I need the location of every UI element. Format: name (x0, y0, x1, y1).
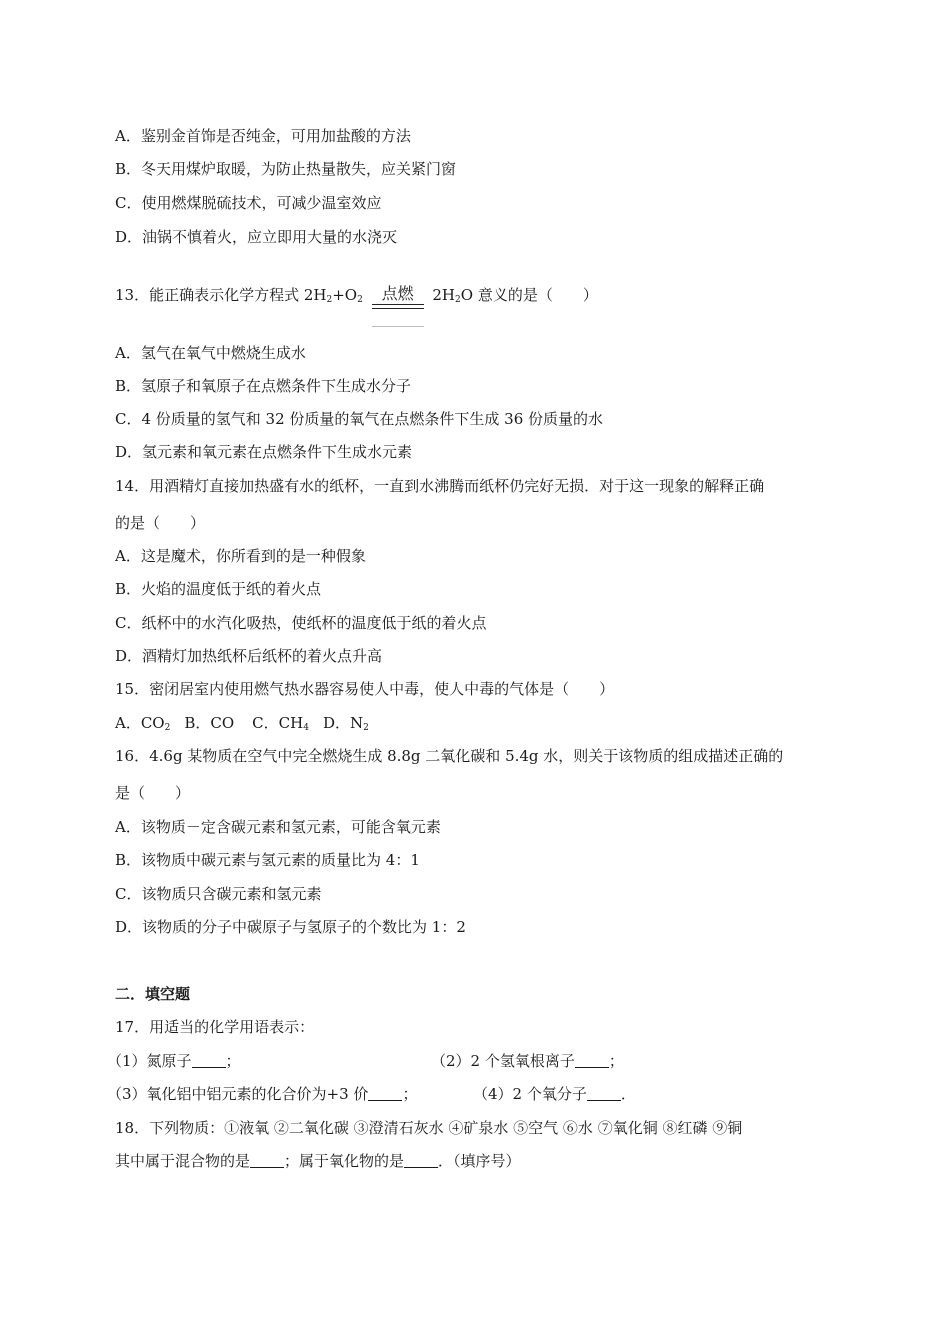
reaction-condition: 点燃 (372, 285, 424, 303)
question-17-part2: （2）2 个氢氧根离子 ； (431, 1052, 624, 1070)
question-16-stem-line1: 16．4.6g 某物质在空气中完全燃烧生成 8.8g 二氧化碳和 5.4g 水，则关于该物质的组成描述正确的 (115, 747, 784, 765)
option-14d: D．酒精灯加热纸杯后纸杯的着火点升高 (115, 647, 383, 665)
answer-blank[interactable] (575, 1052, 609, 1068)
answer-blank[interactable] (368, 1085, 402, 1101)
question-17-stem: 17．用适当的化学用语表示： (115, 1018, 315, 1036)
question-14-stem-line1: 14．用酒精灯直接加热盛有水的纸杯，一直到水沸腾而纸杯仍完好无损．对于这一现象的解释正确 (115, 477, 765, 495)
option-16b: B．该物质中碳元素与氢元素的质量比为 4：1 (115, 851, 420, 869)
question-18-stem-line2: 其中属于混合物的是 ；属于氧化物的是 ．（填序号） (115, 1152, 521, 1170)
option-13c: C．4 份质量的氢气和 32 份质量的氧气在点燃条件下生成 36 份质量的水 (115, 410, 604, 428)
question-17-part1: （1）氮原子 ； (107, 1052, 241, 1070)
option-16c: C．该物质只含碳元素和氢元素 (115, 885, 322, 903)
question-14-stem-line2: 的是（ ） (115, 514, 206, 532)
double-bar-symbol (372, 304, 424, 309)
question-13-stem: 13．能正确表示化学方程式 $2H_2+O_2$ 点燃 $2H_2O$ 意义的是（ ） (115, 285, 598, 310)
option-14c: C．纸杯中的水汽化吸热，使纸杯的温度低于纸的着火点 (115, 614, 487, 632)
option-12c: C．使用燃煤脱硫技术，可减少温室效应 (115, 194, 382, 212)
option-16d: D．该物质的分子中碳原子与氢原子的个数比为 1：2 (115, 918, 466, 936)
question-16-stem-line2: 是（ ） (115, 784, 191, 802)
option-16a: A．该物质－定含碳元素和氢元素，可能含氧元素 (115, 818, 441, 836)
option-14b: B．火焰的温度低于纸的着火点 (115, 580, 322, 598)
option-13a: A．氢气在氧气中燃烧生成水 (115, 344, 306, 362)
option-12b: B．冬天用煤炉取暖，为防止热量散失，应关紧门窗 (115, 160, 457, 178)
option-12d: D．油锅不慎着火，应立即用大量的水浇灭 (115, 228, 398, 246)
question-18-stem-line1: 18．下列物质：①液氧 ②二氧化碳 ③澄清石灰水 ④矿泉水 ⑤空气 ⑥水 ⑦氧化铜 ⑧红磷 ⑨铜 (115, 1119, 743, 1137)
option-14a: A．这是魔术，你所看到的是一种假象 (115, 547, 366, 565)
option-12a: A．鉴别金首饰是否纯金，可用加盐酸的方法 (115, 127, 411, 145)
section-title-fill-in: 二．填空题 (115, 985, 191, 1003)
question-17-part3: （3）氧化铝中铝元素的化合价为+3 价 ； (107, 1085, 418, 1103)
answer-blank[interactable] (587, 1085, 621, 1101)
option-13b: B．氢原子和氧原子在点燃条件下生成水分子 (115, 377, 412, 395)
answer-blank[interactable] (192, 1052, 226, 1068)
answer-blank[interactable] (250, 1152, 284, 1168)
answer-blank[interactable] (404, 1152, 438, 1168)
question-15-stem: 15．密闭居室内使用燃气热水器容易使人中毒，使人中毒的气体是（ ） (115, 680, 615, 698)
option-13d: D．氢元素和氧元素在点燃条件下生成水元素 (115, 443, 413, 461)
question-15-options: A．$CO_2$ B．CO C．$CH_4$ D．$N_2$ (115, 714, 369, 733)
divider-line (372, 326, 424, 327)
question-17-part4: （4）2 个氧分子 ． (473, 1085, 636, 1103)
